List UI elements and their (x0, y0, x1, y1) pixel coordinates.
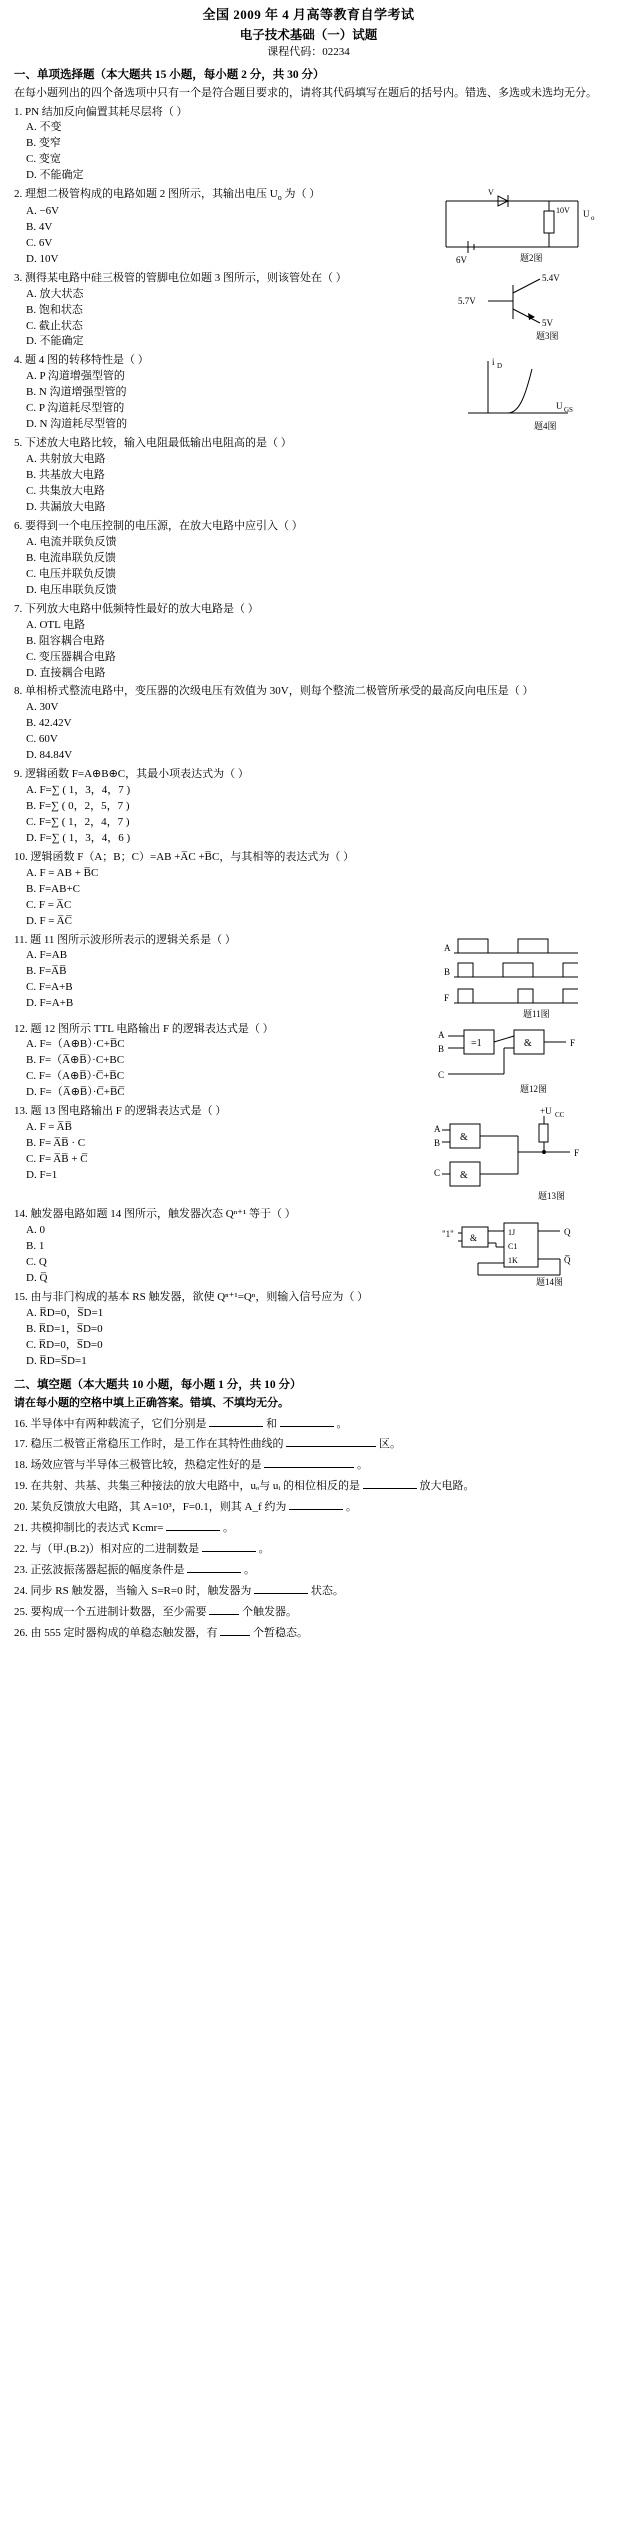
fill-23-part2: 。 (244, 1564, 255, 1577)
question-6-number: 6. (14, 520, 23, 533)
question-10-option-d[interactable]: D. F = A̅C̅ (26, 914, 72, 927)
question-12-text (14, 1022, 412, 1038)
figure-4 (428, 353, 603, 433)
fill-23-number: 23. (14, 1564, 28, 1577)
question-12-option-a[interactable]: A. F=（A⊕B）·C+B̅C (26, 1038, 125, 1051)
question-5-text (14, 436, 603, 452)
fill-21-blank1[interactable] (166, 1519, 220, 1531)
question-2-option-a[interactable]: A. −6V (26, 204, 60, 217)
question-3 (14, 271, 603, 351)
question-9-option-b[interactable]: B. F=∑ ( 0，2，5，7 ) (26, 800, 130, 813)
svg-text:F: F (570, 1037, 576, 1048)
fill-20-number: 20. (14, 1501, 28, 1514)
question-8-option-d[interactable]: D. 84.84V (26, 749, 73, 762)
svg-text:5.4V: 5.4V (542, 272, 560, 283)
fill-23-part1: 正弦波振荡器起振的幅度条件是 (30, 1564, 185, 1577)
svg-text:题13图: 题13图 (538, 1191, 566, 1202)
fill-16 (14, 1415, 603, 1433)
fill-24-blank1[interactable] (254, 1582, 308, 1594)
fill-23-blank1[interactable] (187, 1561, 241, 1573)
question-4-stem: 题 4 图的转移特性是（ ） (25, 354, 149, 367)
svg-text:Q: Q (564, 1227, 571, 1238)
question-11-stem: 题 11 图所示波形所表示的逻辑关系是（ ） (30, 933, 236, 946)
svg-text:题11图: 题11图 (523, 1008, 550, 1019)
question-9-stem: 逻辑函数 F=A⊕B⊕C，其最小项表达式为（ ） (25, 768, 249, 781)
question-15-option-b[interactable]: B. R̅D=1，S̅D=0 (26, 1323, 103, 1336)
svg-text:F: F (574, 1148, 580, 1159)
question-12-option-b[interactable]: B. F=（A̅⊕B̅）·C+BC (26, 1054, 125, 1067)
question-8-number: 8. (14, 685, 23, 698)
question-12-number: 12. (14, 1022, 28, 1035)
svg-text:B: B (434, 1138, 441, 1149)
question-10-option-a[interactable]: A. F = AB + B̅C (26, 866, 99, 879)
exam-title-line2: 电子技术基础（一）试题 (239, 27, 378, 42)
fill-20-blank1[interactable] (289, 1498, 343, 1510)
question-13-number: 13. (14, 1105, 28, 1118)
figure-13 (408, 1104, 603, 1204)
fill-18-part1: 场效应管与半导体三极管比较，热稳定性好的是 (30, 1459, 262, 1472)
question-1-option-a[interactable]: A. 不变 (26, 121, 62, 134)
question-2-stem-tail: 为（ ） (281, 188, 321, 201)
question-1-option-d[interactable]: D. 不能确定 (26, 169, 84, 182)
fill-21-part2: 。 (223, 1522, 234, 1535)
question-4-option-d[interactable]: D. N 沟道耗尽型管的 (26, 418, 128, 431)
question-2-stem: 理想二极管构成的电路如题 2 图所示，其输出电压 U (25, 188, 278, 201)
question-7-option-d[interactable]: D. 直接耦合电路 (26, 666, 106, 679)
fill-25-blank1[interactable] (209, 1603, 239, 1615)
question-7-stem: 下列放大电路中低频特性最好的放大电路是（ ） (25, 602, 259, 615)
fill-22-part2: 。 (258, 1543, 270, 1556)
fill-18 (14, 1456, 603, 1474)
question-13-text (14, 1104, 402, 1120)
question-4 (14, 353, 603, 433)
fill-26-blank1[interactable] (220, 1624, 250, 1636)
question-9-option-d[interactable]: D. F=∑ ( 1，3，4，6 ) (26, 831, 131, 844)
question-1 (14, 105, 603, 185)
section1-heading: 一、单项选择题（本大题共 15 小题，每小题 2 分，共 30 分） (14, 68, 325, 81)
fill-24 (14, 1582, 603, 1600)
question-8 (14, 684, 603, 764)
svg-text:U: U (556, 401, 563, 412)
svg-text:B: B (444, 966, 451, 977)
svg-text:Q̅: Q̅ (564, 1255, 571, 1266)
svg-text:C1: C1 (508, 1242, 518, 1252)
question-14-option-b[interactable]: B. 1 (26, 1240, 45, 1253)
course-code: 课程代码：02234 (267, 45, 350, 58)
fill-17 (14, 1435, 603, 1453)
fill-16-blank2[interactable] (280, 1415, 334, 1427)
svg-text:1K: 1K (508, 1256, 518, 1266)
svg-text:题3图: 题3图 (536, 330, 559, 341)
question-14-option-c[interactable]: C. Q (26, 1256, 47, 1269)
question-4-option-c[interactable]: C. P 沟道耗尽型管的 (26, 402, 125, 415)
fill-19 (14, 1477, 603, 1495)
fill-20-part1: 某负反馈放大电路，其 A=10³，F=0.1，则其 A_f 约为 (30, 1501, 287, 1514)
question-6-option-c[interactable]: C. 电压并联负反馈 (26, 567, 116, 580)
question-1-number: 1. (14, 105, 23, 118)
question-4-option-b[interactable]: B. N 沟道增强型管的 (26, 386, 127, 399)
question-11-option-a[interactable]: A. F=AB (26, 949, 68, 962)
fill-22-part1: 与（甲.(B.2)）相对应的二进制数是 (30, 1543, 200, 1556)
fill-25-number: 25. (14, 1605, 28, 1618)
fill-16-number: 16. (14, 1417, 28, 1430)
svg-text:U: U (583, 209, 590, 220)
question-2-option-b[interactable]: B. 4V (26, 220, 53, 233)
fill-20 (14, 1498, 603, 1516)
svg-text:5.7V: 5.7V (458, 295, 476, 306)
fill-22-number: 22. (14, 1543, 28, 1556)
svg-text:题12图: 题12图 (520, 1083, 548, 1094)
question-6 (14, 519, 603, 599)
svg-text:i: i (492, 357, 495, 368)
fill-19-number: 19. (14, 1480, 28, 1493)
fill-17-number: 17. (14, 1438, 28, 1451)
question-7-option-b[interactable]: B. 阻容耦合电路 (26, 634, 105, 647)
question-9-option-a[interactable]: A. F=∑ ( 1，3，4，7 ) (26, 784, 131, 797)
question-15 (14, 1290, 603, 1370)
fill-22 (14, 1540, 603, 1558)
question-13 (14, 1104, 603, 1204)
question-8-option-a[interactable]: A. 30V (26, 701, 59, 714)
fill-26-number: 26. (14, 1626, 28, 1639)
question-2 (14, 187, 603, 268)
question-2-stem-sub: o (277, 193, 282, 203)
question-13-option-d[interactable]: D. F=1 (26, 1168, 58, 1181)
question-12 (14, 1022, 603, 1102)
question-5-option-c[interactable]: C. 共集放大电路 (26, 485, 105, 498)
question-1-option-b[interactable]: B. 变窄 (26, 137, 61, 150)
fill-24-part1: 同步 RS 触发器，当输入 S=R=0 时，触发器为 (30, 1585, 252, 1598)
question-1-option-c[interactable]: C. 变宽 (26, 153, 61, 166)
question-10-text (14, 850, 603, 866)
svg-text:GS: GS (564, 406, 573, 415)
svg-text:A: A (444, 942, 451, 953)
figure-12 (418, 1022, 603, 1096)
question-5-option-a[interactable]: A. 共射放大电路 (26, 453, 106, 466)
fill-16-blank1[interactable] (209, 1415, 263, 1427)
fill-17-blank1[interactable] (286, 1435, 376, 1447)
question-8-stem: 单相桥式整流电路中，变压器的次级电压有效值为 30V，则每个整流二极管所承受的最高反向电压是（ ） (25, 685, 534, 698)
question-11-number: 11. (14, 933, 28, 946)
svg-text:&: & (524, 1037, 532, 1049)
svg-text:A: A (434, 1124, 441, 1135)
svg-text:题4图: 题4图 (534, 421, 557, 432)
fill-26-part2: 个暂稳态。 (253, 1626, 308, 1639)
svg-text:6V: 6V (456, 255, 467, 266)
svg-text:+U: +U (540, 1106, 552, 1117)
figure-3 (428, 271, 603, 343)
question-5-option-b[interactable]: B. 共基放大电路 (26, 469, 105, 482)
svg-text:"1": "1" (442, 1229, 454, 1240)
svg-text:C: C (434, 1168, 441, 1179)
svg-text:C: C (438, 1069, 445, 1080)
question-13-option-c[interactable]: C. F= A̅B̅ + C̅ (26, 1153, 88, 1166)
question-15-number: 15. (14, 1291, 28, 1304)
question-11-option-d[interactable]: D. F=A+B (26, 997, 74, 1010)
fill-21 (14, 1519, 603, 1537)
question-10-stem: 逻辑函数 F（A；B；C）=AB +A̅C +B̅C，与其相等的表达式为（ ） (30, 850, 355, 863)
svg-text:题14图: 题14图 (536, 1277, 564, 1288)
question-6-option-d[interactable]: D. 电压串联负反馈 (26, 583, 117, 596)
fill-19-part2: 放大电路。 (419, 1480, 475, 1493)
question-6-option-b[interactable]: B. 电流串联负反馈 (26, 551, 116, 564)
question-8-text (14, 684, 603, 700)
question-1-stem: PN 结加反向偏置其耗尽层将（ ） (25, 105, 188, 118)
question-15-text (14, 1290, 603, 1306)
fill-16-part2: 和 (266, 1417, 277, 1430)
question-13-stem: 题 13 图电路输出 F 的逻辑表达式是（ ） (30, 1105, 227, 1118)
fill-17-part2: 区。 (379, 1438, 401, 1451)
question-14 (14, 1207, 603, 1287)
svg-text:V: V (488, 188, 494, 198)
fill-24-part2: 状态。 (310, 1585, 344, 1598)
fill-26 (14, 1624, 603, 1642)
question-7-number: 7. (14, 602, 23, 615)
question-4-option-a[interactable]: A. P 沟道增强型管的 (26, 370, 125, 383)
question-3-text (14, 271, 422, 287)
question-14-option-d[interactable]: D. Q̅ (26, 1271, 48, 1284)
question-12-option-d[interactable]: D. F=（A̅⊕B̅）·C̅+B̅C̅ (26, 1086, 125, 1099)
question-3-option-a[interactable]: A. 放大状态 (26, 287, 84, 300)
question-7 (14, 602, 603, 682)
fill-20-part2: 。 (345, 1501, 357, 1514)
fill-16-part3: 。 (336, 1417, 348, 1430)
svg-text:D: D (497, 362, 503, 371)
question-2-option-d[interactable]: D. 10V (26, 252, 59, 265)
question-10-option-b[interactable]: B. F=AB+C (26, 882, 80, 895)
question-1-text (14, 105, 603, 121)
question-15-option-d[interactable]: D. R̅D=S̅D=1 (26, 1354, 87, 1367)
question-14-number: 14. (14, 1208, 28, 1221)
question-5-stem: 下述放大电路比较，输入电阻最低输出电阻高的是（ ） (25, 437, 292, 450)
question-11-option-c[interactable]: C. F=A+B (26, 981, 73, 994)
svg-text:B: B (438, 1043, 445, 1054)
question-13-option-a[interactable]: A. F = A̅B̅ (26, 1121, 72, 1134)
svg-text:=1: =1 (471, 1037, 482, 1049)
question-13-option-b[interactable]: B. F= A̅B̅ · C (26, 1137, 86, 1150)
question-14-stem: 触发器电路如题 14 图所示，触发器次态 Qⁿ⁺¹ 等于（ ） (30, 1208, 296, 1221)
section2-heading: 二、填空题（本大题共 10 小题，每小题 1 分，共 10 分） (14, 1378, 302, 1391)
fill-19-blank1[interactable] (363, 1477, 417, 1489)
question-7-text (14, 602, 603, 618)
svg-text:题2图: 题2图 (520, 253, 543, 264)
question-12-option-c[interactable]: C. F=（A⊕B̅）·C̅+B̅C (26, 1070, 125, 1083)
fill-21-number: 21. (14, 1522, 28, 1535)
question-2-option-c[interactable]: C. 6V (26, 236, 53, 249)
question-7-option-c[interactable]: C. 变压器耦合电路 (26, 650, 116, 663)
question-11-text (14, 933, 412, 949)
question-10 (14, 850, 603, 930)
question-9-text (14, 767, 603, 783)
svg-text:F: F (444, 992, 450, 1003)
question-5-option-d[interactable]: D. 共漏放大电路 (26, 501, 106, 514)
question-14-option-a[interactable]: A. 0 (26, 1224, 45, 1237)
figure-2 (428, 187, 603, 265)
fill-19-part1: 在共射、共基、共集三种接法的放大电路中，uₒ与 uᵢ 的相位相反的是 (30, 1480, 360, 1493)
fill-26-part1: 由 555 定时器构成的单稳态触发器，有 (30, 1626, 218, 1639)
exam-title-line1: 全国 2009 年 4 月高等教育自学考试 (202, 7, 415, 22)
fill-17-part1: 稳压二极管正常稳压工作时，是工作在其特性曲线的 (30, 1438, 284, 1451)
svg-text:&: & (460, 1170, 468, 1182)
question-11-option-b[interactable]: B. F=A̅B̅ (26, 965, 67, 978)
question-15-option-c[interactable]: C. R̅D=0，S̅D=0 (26, 1339, 103, 1352)
question-9-option-c[interactable]: C. F=∑ ( 1，2，4，7 ) (26, 815, 130, 828)
question-4-text (14, 353, 422, 369)
question-10-option-c[interactable]: C. F = A̅C (26, 898, 72, 911)
question-11 (14, 933, 603, 1019)
fill-16-part1: 半导体中有两种载流子，它们分别是 (30, 1417, 207, 1430)
question-6-text (14, 519, 603, 535)
question-8-option-c[interactable]: C. 60V (26, 733, 58, 746)
question-3-option-d[interactable]: D. 不能确定 (26, 335, 84, 348)
svg-text:o: o (591, 214, 595, 223)
svg-text:1J: 1J (508, 1228, 516, 1238)
question-14-text (14, 1207, 402, 1223)
fill-25-part2: 个触发器。 (242, 1605, 297, 1618)
question-3-number: 3. (14, 271, 23, 284)
svg-text:A: A (438, 1029, 445, 1040)
fill-18-part2: 。 (357, 1459, 368, 1472)
svg-text:&: & (460, 1132, 468, 1144)
question-5-number: 5. (14, 437, 23, 450)
fill-18-number: 18. (14, 1459, 28, 1472)
section1-note: 在每小题列出的四个备选项中只有一个是符合题目要求的，请将其代码填写在题后的括号内。错选、多选或未选均无分。 (14, 86, 597, 99)
fill-23 (14, 1561, 603, 1579)
fill-21-part1: 共模抑制比的表达式 Kcmr= (30, 1522, 164, 1535)
question-15-stem: 由与非门构成的基本 RS 触发器，欲使 Qⁿ⁺¹=Qⁿ，则输入信号应为（ ） (30, 1291, 369, 1304)
fill-22-blank1[interactable] (202, 1540, 256, 1552)
fill-25-part1: 要构成一个五进制计数器，至少需要 (30, 1605, 207, 1618)
question-6-option-a[interactable]: A. 电流并联负反馈 (26, 536, 117, 549)
question-5 (14, 436, 603, 516)
figure-14 (408, 1207, 603, 1287)
fill-24-number: 24. (14, 1585, 28, 1598)
fill-25 (14, 1603, 603, 1621)
question-2-text (14, 187, 422, 204)
question-10-number: 10. (14, 850, 28, 863)
question-3-option-b[interactable]: B. 饱和状态 (26, 303, 83, 316)
question-7-option-a[interactable]: A. OTL 电路 (26, 618, 86, 631)
question-8-option-b[interactable]: B. 42.42V (26, 717, 72, 730)
question-9 (14, 767, 603, 847)
question-15-option-a[interactable]: A. R̅D=0，S̅D=1 (26, 1307, 104, 1320)
svg-text:5V: 5V (542, 317, 553, 328)
svg-text:&: & (470, 1233, 478, 1244)
section2-note: 请在每小题的空格中填上正确答案。错填、不填均无分。 (14, 1396, 289, 1409)
question-12-stem: 题 12 图所示 TTL 电路输出 F 的逻辑表达式是（ ） (30, 1022, 274, 1035)
figure-11 (418, 933, 603, 1019)
question-9-number: 9. (14, 768, 23, 781)
question-4-number: 4. (14, 354, 23, 367)
svg-text:10V: 10V (556, 206, 570, 216)
question-3-stem: 测得某电路中硅三极管的管脚电位如题 3 图所示，则该管处在（ ） (25, 271, 347, 284)
question-6-stem: 要得到一个电压控制的电压源，在放大电路中应引入（ ） (25, 520, 303, 533)
question-3-option-c[interactable]: C. 截止状态 (26, 319, 83, 332)
svg-text:CC: CC (555, 1111, 565, 1120)
fill-18-blank1[interactable] (264, 1456, 354, 1468)
question-2-number: 2. (14, 188, 23, 201)
